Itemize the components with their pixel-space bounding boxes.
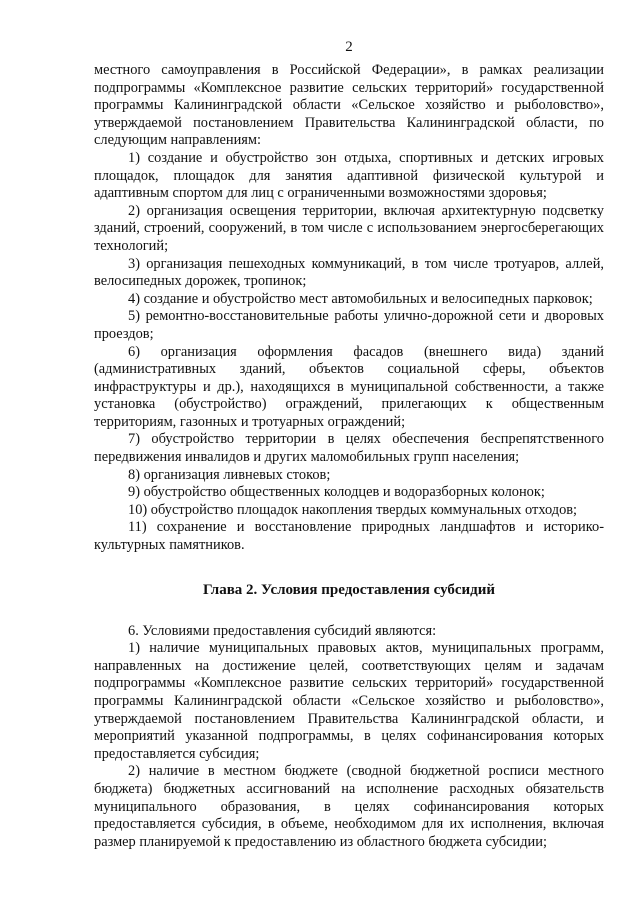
list-item-3: 3) организация пешеходных коммуникаций, в том числе тротуаров, аллей, велосипедных дорожек, тропинок; bbox=[94, 255, 604, 290]
list-item-10: 10) обустройство площадок накопления твердых коммунальных отходов; bbox=[128, 501, 578, 518]
condition-item-2: 2) наличие в местном бюджете (сводной бюджетной росписи местного бюджета) бюджетных ассигнований на исполнение расходных обязательств муниципального образования, в целях софинансирования которых предоставляется субсидия, в объеме, необходимом для их исполнения, включая размер планируемой к предоставлению из областного бюджета субсидии; bbox=[94, 763, 604, 850]
section-conditions bbox=[94, 623, 604, 852]
section-directions bbox=[94, 62, 604, 555]
list-item-6: 6) организация оформления фасадов (внешнего вида) зданий (административных зданий, объектов социальной сферы, объектов инфраструктуры и др.), находящихся в муниципальной собственности, а также установка (обустройство) ограждений, прилегающих к общественным территориям, газонных и тротуарных ограждений; bbox=[94, 343, 604, 430]
chapter-heading: Глава 2. Условия предоставления субсидий bbox=[202, 581, 496, 598]
list-item-8: 8) организация ливневых стоков; bbox=[128, 466, 331, 483]
paragraph-intro: местного самоуправления в Российской Федерации», в рамках реализации подпрограммы «Комплексное развитие сельских территорий» государственной программы Калининградской области «Сельское хозяйство и рыболовство», утверждаемой постановлением Правительства Калининградской области, по следующим направлениям: bbox=[94, 62, 604, 149]
list-item-1: 1) создание и обустройство зон отдыха, спортивных и детских игровых площадок, площадок для занятия адаптивной физической культурой и адаптивным спортом для лиц с ограниченными возможностями здоровья; bbox=[94, 149, 604, 202]
list-item-7: 7) обустройство территории в целях обеспечения беспрепятственного передвижения инвалидов и других маломобильных групп населения; bbox=[94, 431, 604, 466]
list-item-4: 4) создание и обустройство мест автомобильных и велосипедных парковок; bbox=[128, 290, 593, 307]
list-item-5: 5) ремонтно-восстановительные работы улично-дорожной сети и дворовых проездов; bbox=[94, 308, 604, 342]
condition-item-1: 1) наличие муниципальных правовых актов, муниципальных программ, направленных на достижение целей, соответствующих целям и задачам подпрограммы «Комплексное развитие сельских территорий» государственной программы Калининградской области «Сельское хозяйство и рыболовство», утверждаемой постановлением Правительства Калининградской области, и мероприятий указанной подпрограммы, в целях софинансирования которых предоставляется субсидия; bbox=[94, 640, 604, 762]
list-item-11: 11) сохранение и восстановление природных ландшафтов и историко-культурных памятников. bbox=[94, 519, 604, 554]
list-item-2: 2) организация освещения территории, включая архитектурную подсветку зданий, строений, сооружений, в том числе с использованием энергосберегающих технологий; bbox=[94, 202, 604, 254]
paragraph-conditions-intro: 6. Условиями предоставления субсидий являются: bbox=[128, 622, 437, 639]
list-item-9: 9) обустройство общественных колодцев и водоразборных колонок; bbox=[128, 484, 545, 501]
page-number: 2 bbox=[345, 39, 353, 55]
